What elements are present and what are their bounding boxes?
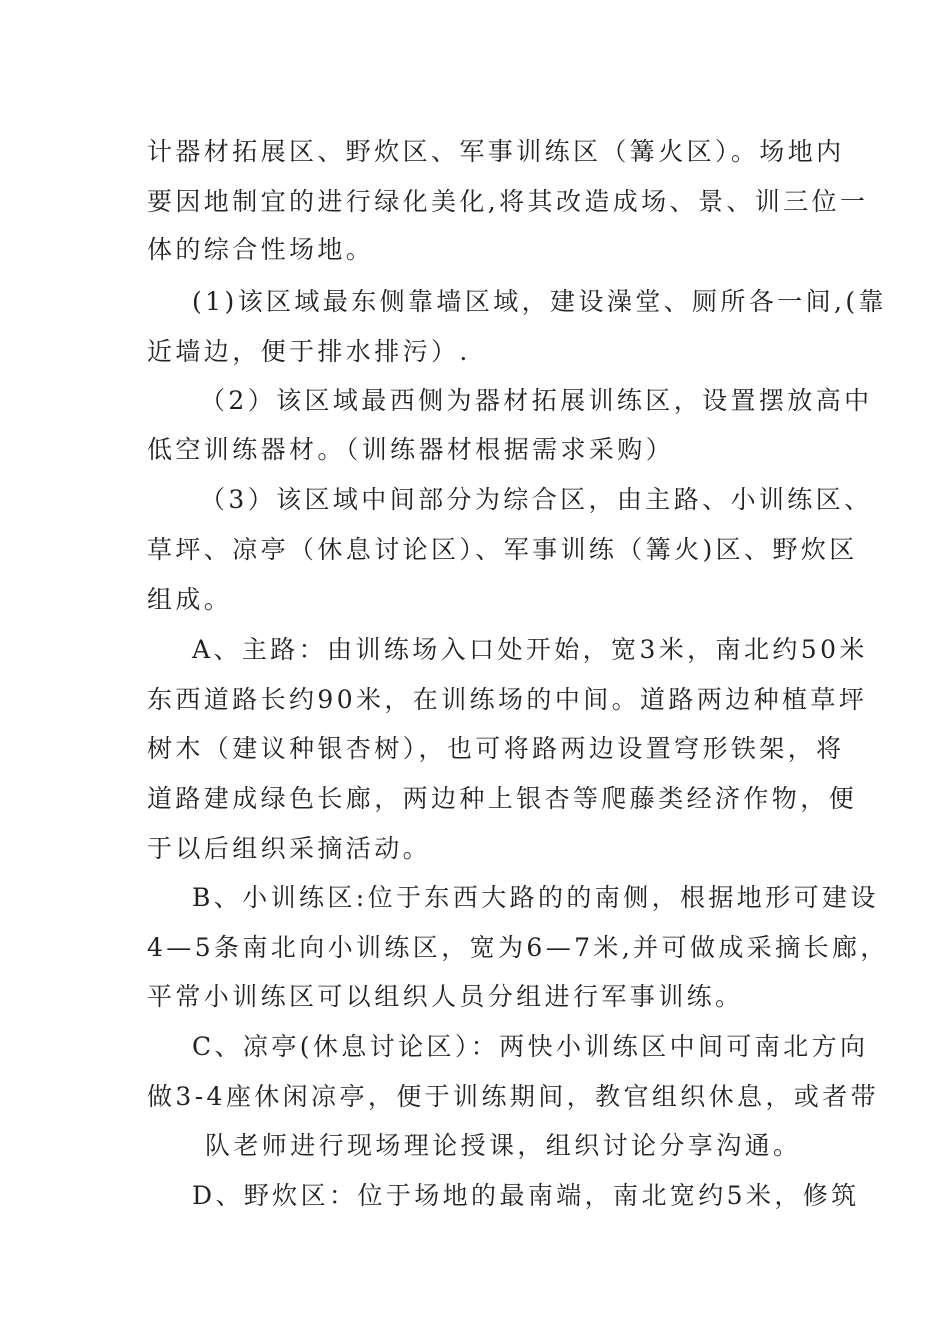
text-line: B、小训练区:位于东西大路的的南侧，根据地形可建设 xyxy=(192,883,879,912)
text-line: 草坪、凉亭（休息讨论区）、军事训练（篝火)区、野炊区 xyxy=(147,535,858,564)
text-line: 体的综合性场地。 xyxy=(147,235,375,264)
text-line: 树木（建议种银杏树），也可将路两边设置穹形铁架，将 xyxy=(147,734,845,763)
text-line: 平常小训练区可以组织人员分组进行军事训练。 xyxy=(147,982,744,1011)
text-line: 队老师进行现场理论授课，组织讨论分享沟通。 xyxy=(205,1131,802,1160)
text-line: (1)该区域最东侧靠墙区域，建设澡堂、厕所各一间,(靠 xyxy=(192,287,887,316)
text-line: A、主路：由训练场入口处开始，宽3米，南北约50米 xyxy=(192,635,868,664)
text-line: 要因地制宜的进行绿化美化,将其改造成场、景、训三位一 xyxy=(147,187,869,216)
text-line: （3）该区域中间部分为综合区，由主路、小训练区、 xyxy=(200,485,873,514)
text-line: 4—5条南北向小训练区，宽为6—7米,并可做成采摘长廊， xyxy=(147,933,889,962)
text-line: 计器材拓展区、野炊区、军事训练区（篝火区）。场地内 xyxy=(147,137,845,166)
text-line: 低空训练器材。（训练器材根据需求采购） xyxy=(147,435,675,464)
text-line: 于以后组织采摘活动。 xyxy=(147,834,432,863)
text-line: 东西道路长约90米，在训练场的中间。道路两边种植草坪 xyxy=(147,685,868,714)
text-line: （2）该区域最西侧为器材拓展训练区，设置摆放高中 xyxy=(200,386,873,415)
text-line: C、凉亭(休息讨论区）：两快小训练区中间可南北方向 xyxy=(192,1032,869,1061)
text-line: D、野炊区：位于场地的最南端，南北宽约5米，修筑 xyxy=(192,1181,860,1210)
text-line: 组成。 xyxy=(147,585,233,614)
text-line: 道路建成绿色长廊，两边种上银杏等爬藤类经济作物，便 xyxy=(147,784,858,813)
text-line: 做3-4座休闲凉亭，便于训练期间，教官组织休息，或者带 xyxy=(147,1082,880,1111)
text-line: 近墙边，便于排水排污）. xyxy=(147,337,471,366)
